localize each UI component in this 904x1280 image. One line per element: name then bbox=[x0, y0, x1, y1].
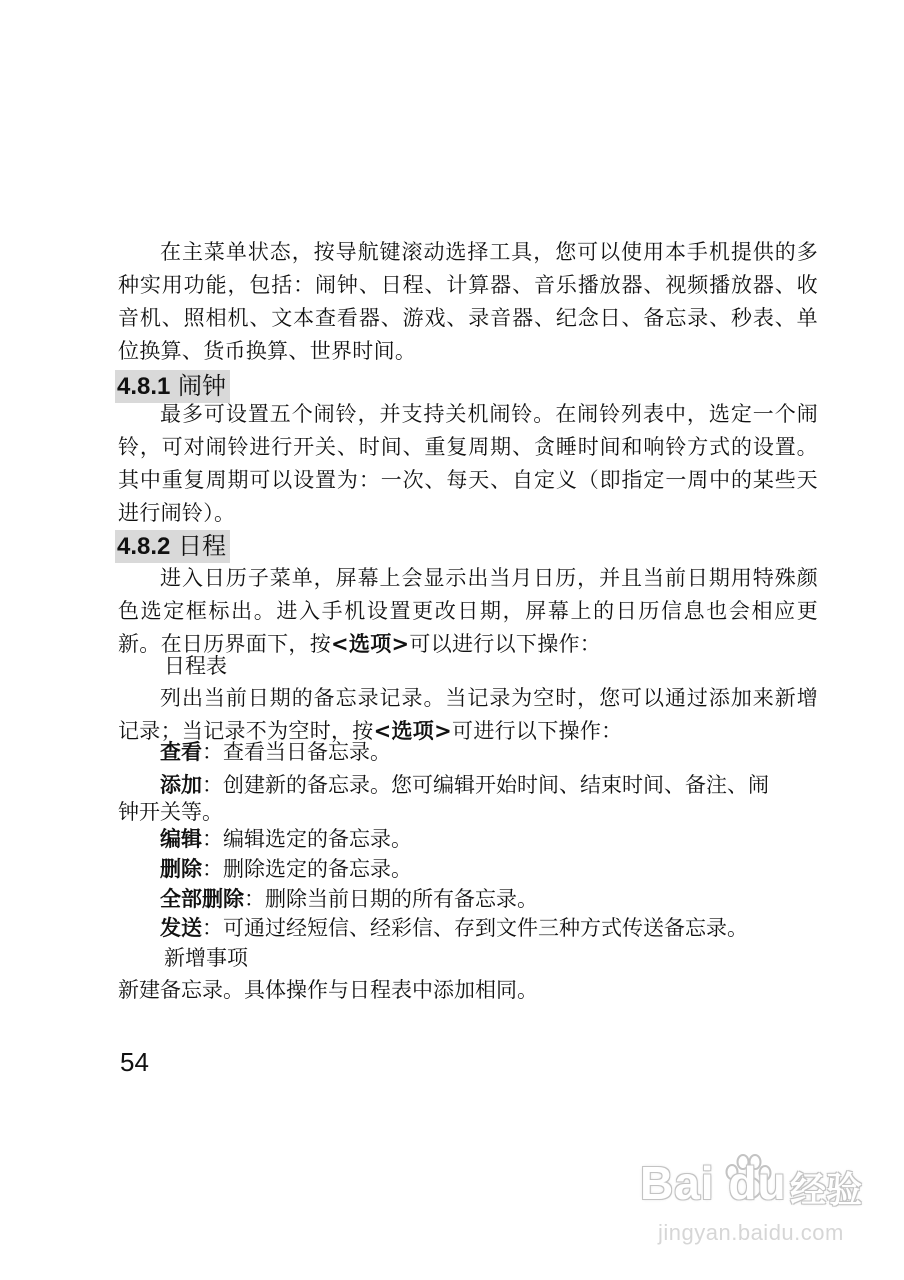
op-add bbox=[160, 769, 769, 802]
op-delete bbox=[160, 853, 412, 886]
options-key: <选项> bbox=[373, 719, 453, 743]
op-edit bbox=[160, 823, 412, 856]
page-number: 54 bbox=[120, 1047, 149, 1077]
op-term: 添加 bbox=[160, 773, 202, 797]
op-sep: ： bbox=[244, 887, 265, 911]
section-title: 闹钟 bbox=[178, 372, 227, 400]
section-number: 4.8.1 bbox=[117, 373, 171, 400]
op-desc: 编辑选定的备忘录。 bbox=[223, 827, 412, 851]
section-number: 4.8.2 bbox=[117, 533, 171, 560]
section-title: 日程 bbox=[178, 532, 227, 560]
op-sep: ： bbox=[202, 857, 223, 881]
new-item-description: 新建备忘录。具体操作与日程表中添加相同。 bbox=[118, 978, 538, 1002]
schedule-heading: 日程表 bbox=[164, 654, 227, 678]
watermark-url: jingyan.baidu.com bbox=[658, 1220, 844, 1245]
op-desc: 钟开关等。 bbox=[118, 800, 223, 824]
op-sep: ： bbox=[202, 773, 223, 797]
op-view bbox=[160, 736, 391, 769]
intro-paragraph: 在主菜单状态，按导航键滚动选择工具，您可以使用本手机提供的多种实用功能，包括：闹钟、日程、计算器、音乐播放器、视频播放器、收音机、照相机、文本查看器、游戏、录音器、纪念日、备忘录、秒表、单位换算、货币换算、世界时间。 bbox=[118, 240, 818, 363]
op-term: 全部删除 bbox=[160, 887, 244, 911]
op-term: 查看 bbox=[160, 740, 202, 764]
options-key: <选项> bbox=[331, 632, 410, 656]
watermark-cn: 经验 bbox=[790, 1170, 863, 1211]
op-desc: 创建新的备忘录。您可编辑开始时间、结束时间、备注、闹 bbox=[223, 773, 769, 797]
op-term: 发送 bbox=[160, 916, 202, 940]
op-sep: ： bbox=[202, 916, 223, 940]
op-term: 编辑 bbox=[160, 827, 202, 851]
op-desc: 删除当前日期的所有备忘录。 bbox=[265, 887, 538, 911]
calendar-text-pre: 进入日历子菜单，屏幕上会显示出当月日历，并且当前日期用特殊颜色选定框标出。进入手机设置更改日期，屏幕上的日历信息也会相应更新。在日历界面下，按 bbox=[118, 566, 818, 656]
op-sep: ： bbox=[202, 827, 223, 851]
op-sep: ： bbox=[202, 740, 223, 764]
alarm-paragraph: 最多可设置五个闹铃，并支持关机闹铃。在闹铃列表中，选定一个闹铃，可对闹铃进行开关、时间、重复周期、贪睡时间和响铃方式的设置。其中重复周期可以设置为：一次、每天、自定义（即指定一周中的某些天进行闹铃）。 bbox=[118, 402, 818, 525]
watermark-brand: Bai du bbox=[640, 1157, 787, 1209]
schedule-text-post: 可进行以下操作： bbox=[452, 719, 623, 743]
baidu-watermark bbox=[640, 1148, 890, 1268]
new-item-heading: 新增事项 bbox=[164, 946, 248, 970]
op-desc: 删除选定的备忘录。 bbox=[223, 857, 412, 881]
section-heading-calendar bbox=[115, 530, 230, 563]
calendar-text-post: 可以进行以下操作： bbox=[409, 632, 602, 656]
op-send bbox=[160, 912, 748, 945]
calendar-paragraph bbox=[118, 562, 818, 661]
op-term: 删除 bbox=[160, 857, 202, 881]
op-desc: 查看当日备忘录。 bbox=[223, 740, 391, 764]
op-desc: 可通过经短信、经彩信、存到文件三种方式传送备忘录。 bbox=[223, 916, 748, 940]
schedule-text-pre: 列出当前日期的备忘录记录。当记录为空时，您可以通过添加来新增记录；当记录不为空时，按 bbox=[118, 686, 818, 743]
